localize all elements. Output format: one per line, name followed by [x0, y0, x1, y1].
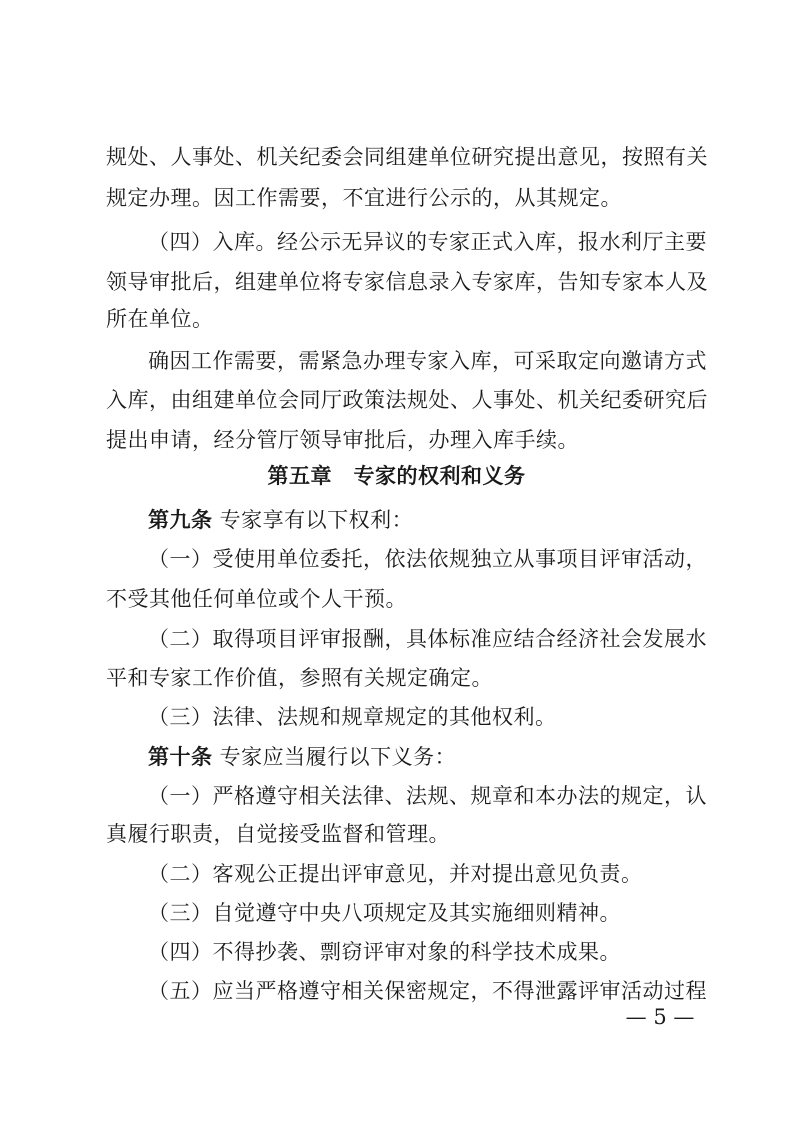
text-line: （一）严格遵守相关法律、法规、规章和本办法的规定，认 [148, 784, 707, 808]
text-line: （三）自觉遵守中央八项规定及其实施细则精神。 [148, 901, 621, 925]
text-line: （一）受使用单位委托，依法依规独立从事项目评审活动， [148, 547, 707, 571]
page-number: — 5 — [625, 1005, 695, 1029]
text-line: 不受其他任何单位或个人干预。 [106, 587, 407, 611]
text-line: （二）客观公正提出评审意见，并对提出意见负责。 [148, 862, 643, 886]
text-line: 领导审批后，组建单位将专家信息录入专家库，告知专家本人及 [106, 270, 708, 294]
article-text: 专家享有以下权利： [212, 508, 414, 532]
chapter-heading: 第五章 专家的权利和义务 [267, 464, 526, 488]
article-label: 第九条 [148, 508, 213, 532]
article-line [148, 743, 696, 771]
article-text: 专家应当履行以下义务： [212, 745, 457, 769]
article-label: 第十条 [148, 745, 213, 769]
text-line: 规定办理。因工作需要，不宜进行公示的，从其规定。 [106, 186, 622, 210]
text-line: （二）取得项目评审报酬，具体标准应结合经济社会发展水 [148, 627, 707, 651]
text-line: 规处、人事处、机关纪委会同组建单位研究提出意见，按照有关 [106, 145, 708, 169]
article-line [148, 506, 696, 534]
text-line: 平和专家工作价值，参照有关规定确定。 [106, 666, 493, 690]
text-line: 提出申请，经分管厅领导审批后，办理入库手续。 [106, 428, 579, 452]
text-line: （四）不得抄袭、剽窃评审对象的科学技术成果。 [148, 940, 621, 964]
text-line: 真履行职责，自觉接受监督和管理。 [106, 822, 450, 846]
text-line: 所在单位。 [106, 307, 214, 331]
text-line: 确因工作需要，需紧急办理专家入库，可采取定向邀请方式 [148, 349, 707, 373]
text-line: （四）入库。经公示无异议的专家正式入库，报水利厅主要 [148, 230, 707, 254]
text-line: （三）法律、法规和规章规定的其他权利。 [148, 705, 557, 729]
text-line: （五）应当严格遵守相关保密规定，不得泄露评审活动过程 [148, 979, 707, 1003]
text-line: 入库，由组建单位会同厅政策法规处、人事处、机关纪委研究后 [106, 388, 708, 412]
